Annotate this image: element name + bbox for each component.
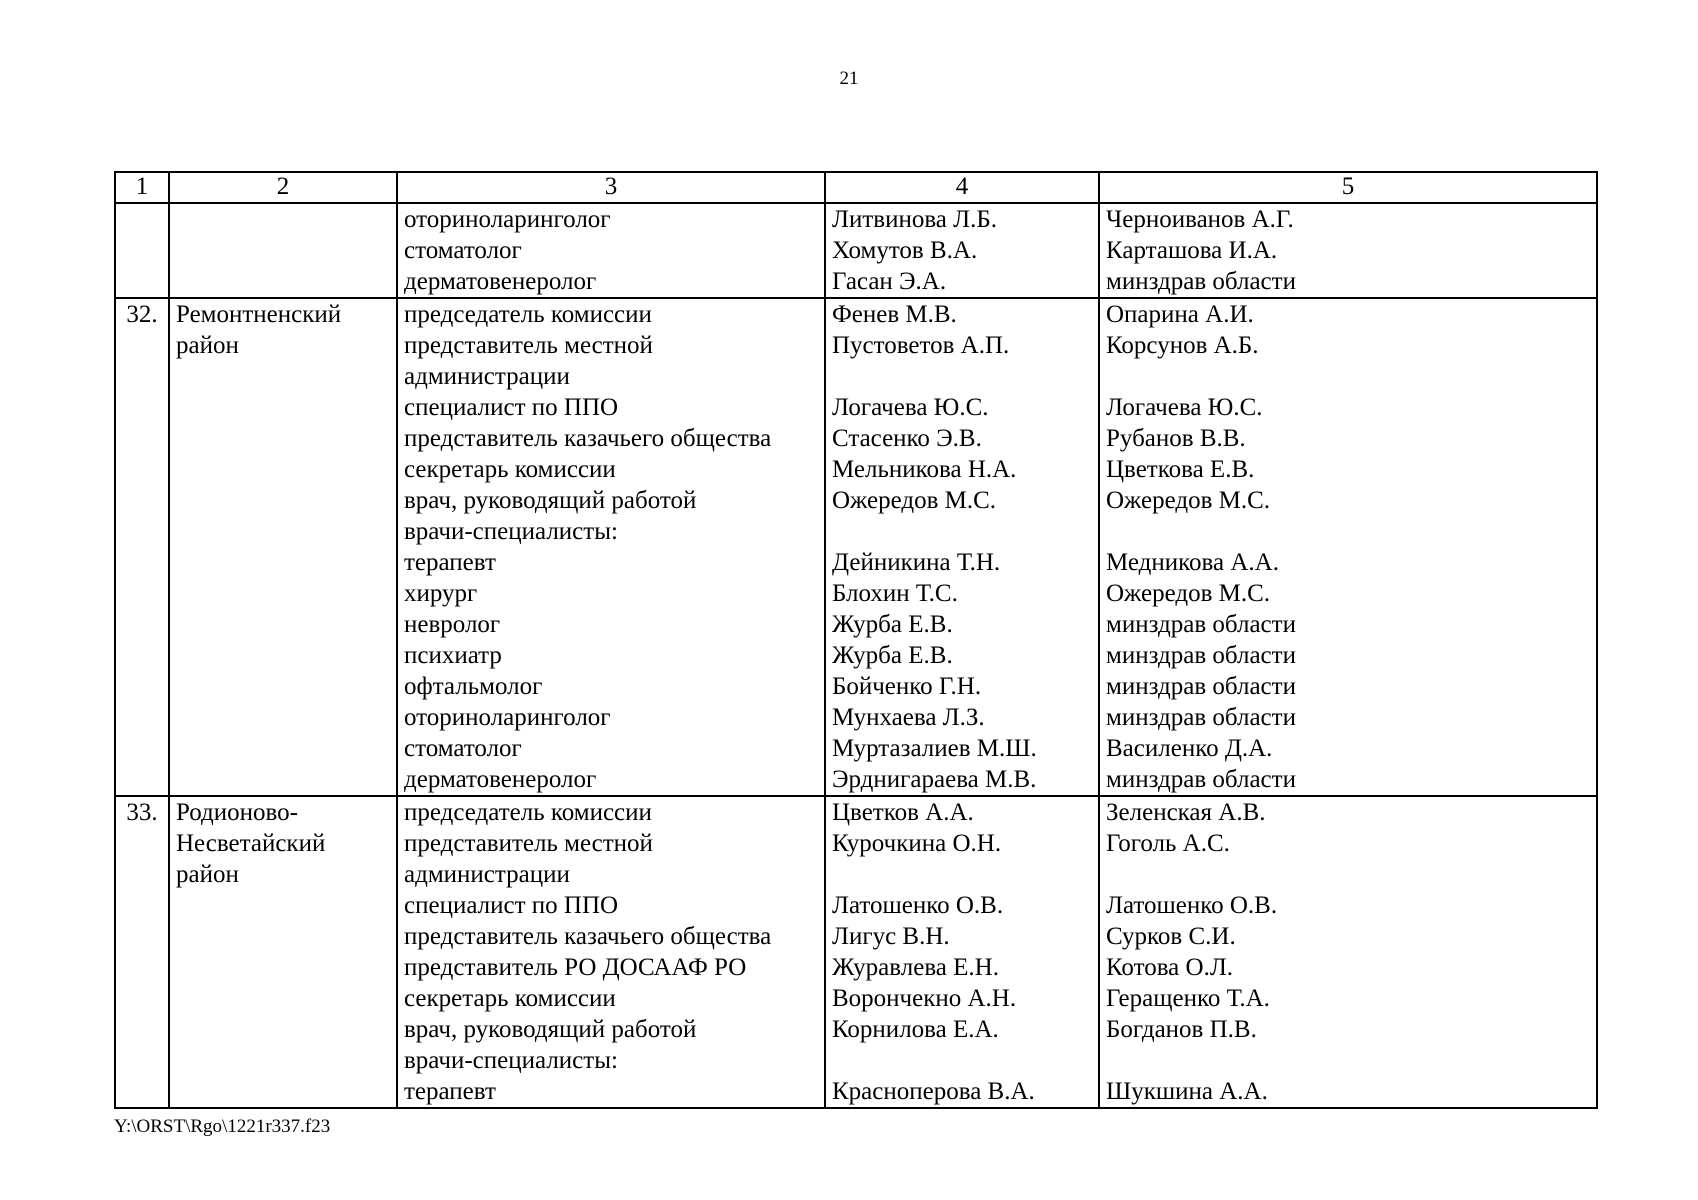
reserve-member-line bbox=[1106, 859, 1590, 890]
row-number bbox=[115, 203, 169, 298]
reserve-member-line bbox=[1106, 516, 1590, 547]
role-line: врач, руководящий работой bbox=[404, 487, 697, 514]
role-line: представитель казачьего общества bbox=[404, 425, 772, 452]
role-line: терапевт bbox=[404, 549, 496, 576]
table-row bbox=[115, 203, 1597, 298]
reserve-member-line: Корсунов А.Б. bbox=[1106, 332, 1259, 359]
reserve-member-line: минздрав области bbox=[1106, 704, 1296, 731]
reserve-member-line: Зеленская А.В. bbox=[1106, 799, 1266, 826]
reserve-member-line: Богданов П.В. bbox=[1106, 1016, 1257, 1043]
role-line: дерматовенеролог bbox=[404, 268, 597, 295]
main-member-line: Журба Е.В. bbox=[832, 642, 953, 669]
header-cell: 1 bbox=[115, 172, 169, 203]
main-member-cell bbox=[825, 796, 1099, 1108]
role-line: стоматолог bbox=[404, 735, 522, 762]
role-line: врачи-специалисты: bbox=[404, 1047, 618, 1074]
main-member-line: Фенев М.В. bbox=[832, 301, 957, 328]
role-line: оториноларинголог bbox=[404, 206, 611, 233]
table-body bbox=[115, 203, 1597, 1108]
roles-cell bbox=[397, 796, 825, 1108]
role-line: терапевт bbox=[404, 1078, 496, 1105]
main-member-line: Красноперова В.А. bbox=[832, 1078, 1035, 1105]
table-row bbox=[115, 796, 1597, 1108]
district-cell bbox=[169, 203, 397, 298]
main-member-line: Журба Е.В. bbox=[832, 611, 953, 638]
role-line: психиатр bbox=[404, 642, 502, 669]
role-line: секретарь комиссии bbox=[404, 985, 616, 1012]
row-number: 32. bbox=[115, 298, 169, 796]
table-row bbox=[115, 298, 1597, 796]
main-member-line bbox=[832, 516, 1092, 547]
role-line: специалист по ППО bbox=[404, 394, 619, 421]
reserve-member-line: Котова О.Л. bbox=[1106, 954, 1234, 981]
district-cell bbox=[169, 298, 397, 796]
reserve-member-line: Логачева Ю.С. bbox=[1106, 394, 1263, 421]
district-line: район bbox=[176, 861, 239, 888]
main-member-line: Стасенко Э.В. bbox=[832, 425, 982, 452]
role-line: специалист по ППО bbox=[404, 892, 619, 919]
reserve-member-line: Василенко Д.А. bbox=[1106, 735, 1273, 762]
main-member-line: Цветков А.А. bbox=[832, 799, 974, 826]
header-cell: 4 bbox=[825, 172, 1099, 203]
reserve-member-line: Черноиванов А.Г. bbox=[1106, 206, 1294, 233]
district-cell bbox=[169, 796, 397, 1108]
role-line: председатель комиссии bbox=[404, 301, 652, 328]
reserve-member-line: Ожередов М.С. bbox=[1106, 580, 1271, 607]
reserve-member-line: Медникова А.А. bbox=[1106, 549, 1279, 576]
role-line: председатель комиссии bbox=[404, 799, 652, 826]
file-path: Y:\ORST\Rgo\1221r337.f23 bbox=[114, 1116, 331, 1137]
reserve-member-line: Сурков С.И. bbox=[1106, 923, 1236, 950]
main-member-line: Литвинова Л.Б. bbox=[832, 206, 997, 233]
role-line: хирург bbox=[404, 580, 478, 607]
header-cell: 2 bbox=[169, 172, 397, 203]
main-member-cell bbox=[825, 203, 1099, 298]
main-member-line: Латошенко О.В. bbox=[832, 892, 1004, 919]
reserve-member-line: Шукшина А.А. bbox=[1106, 1078, 1268, 1105]
reserve-member-line: минздрав области bbox=[1106, 642, 1296, 669]
role-line: стоматолог bbox=[404, 237, 522, 264]
district-line: Ремонтненский bbox=[176, 301, 342, 328]
role-line: секретарь комиссии bbox=[404, 456, 616, 483]
main-member-line bbox=[832, 1045, 1092, 1076]
header-cell: 3 bbox=[397, 172, 825, 203]
row-number: 33. bbox=[115, 796, 169, 1108]
reserve-member-line bbox=[1106, 361, 1590, 392]
main-member-line: Ожередов М.С. bbox=[832, 487, 997, 514]
reserve-member-line: минздрав области bbox=[1106, 766, 1296, 793]
main-member-line: Курочкина О.Н. bbox=[832, 830, 1002, 857]
main-member-line: Дейникина Т.Н. bbox=[832, 549, 1001, 576]
main-member-line: Ворончекно А.Н. bbox=[832, 985, 1017, 1012]
role-line: дерматовенеролог bbox=[404, 766, 597, 793]
main-member-line bbox=[832, 361, 1092, 392]
role-line: администрации bbox=[404, 861, 570, 888]
reserve-member-line bbox=[1106, 1045, 1590, 1076]
main-member-line: Логачева Ю.С. bbox=[832, 394, 989, 421]
role-line: представитель местной bbox=[404, 830, 653, 857]
main-member-line: Гасан Э.А. bbox=[832, 268, 947, 295]
reserve-member-cell bbox=[1099, 298, 1597, 796]
role-line: представитель казачьего общества bbox=[404, 923, 772, 950]
main-member-line: Корнилова Е.А. bbox=[832, 1016, 999, 1043]
role-line: оториноларинголог bbox=[404, 704, 611, 731]
roles-cell bbox=[397, 203, 825, 298]
main-member-line: Мунхаева Л.З. bbox=[832, 704, 985, 731]
reserve-member-line: Геращенко Т.А. bbox=[1106, 985, 1270, 1012]
district-line: Несветайский bbox=[176, 830, 326, 857]
reserve-member-line: Латошенко О.В. bbox=[1106, 892, 1278, 919]
commission-table bbox=[114, 171, 1598, 1109]
main-member-line: Журавлева Е.Н. bbox=[832, 954, 999, 981]
header-cell: 5 bbox=[1099, 172, 1597, 203]
main-member-line: Муртазалиев М.Ш. bbox=[832, 735, 1037, 762]
reserve-member-line: минздрав области bbox=[1106, 673, 1296, 700]
reserve-member-cell bbox=[1099, 796, 1597, 1108]
main-member-line: Бойченко Г.Н. bbox=[832, 673, 982, 700]
reserve-member-line: Цветкова Е.В. bbox=[1106, 456, 1255, 483]
reserve-member-cell bbox=[1099, 203, 1597, 298]
main-member-line: Лигус В.Н. bbox=[832, 923, 950, 950]
reserve-member-line: минздрав области bbox=[1106, 611, 1296, 638]
main-member-line: Эрднигараева М.В. bbox=[832, 766, 1037, 793]
role-line: администрации bbox=[404, 363, 570, 390]
role-line: представитель местной bbox=[404, 332, 653, 359]
role-line: офтальмолог bbox=[404, 673, 543, 700]
main-member-line: Пустоветов А.П. bbox=[832, 332, 1010, 359]
reserve-member-line: минздрав области bbox=[1106, 268, 1296, 295]
main-member-line bbox=[832, 859, 1092, 890]
main-member-line: Блохин Т.С. bbox=[832, 580, 958, 607]
district-line: район bbox=[176, 332, 239, 359]
role-line: представитель РО ДОСААФ РО bbox=[404, 954, 747, 981]
reserve-member-line: Рубанов В.В. bbox=[1106, 425, 1246, 452]
main-member-line: Мельникова Н.А. bbox=[832, 456, 1017, 483]
reserve-member-line: Ожередов М.С. bbox=[1106, 487, 1271, 514]
role-line: врачи-специалисты: bbox=[404, 518, 618, 545]
reserve-member-line: Опарина А.И. bbox=[1106, 301, 1254, 328]
main-member-cell bbox=[825, 298, 1099, 796]
role-line: невролог bbox=[404, 611, 501, 638]
reserve-member-line: Гоголь А.С. bbox=[1106, 830, 1230, 857]
roles-cell bbox=[397, 298, 825, 796]
role-line: врач, руководящий работой bbox=[404, 1016, 697, 1043]
header-row bbox=[115, 172, 1597, 203]
district-line: Родионово- bbox=[176, 799, 298, 826]
page-number: 21 bbox=[839, 68, 859, 89]
reserve-member-line: Карташова И.А. bbox=[1106, 237, 1278, 264]
main-member-line: Хомутов В.А. bbox=[832, 237, 978, 264]
